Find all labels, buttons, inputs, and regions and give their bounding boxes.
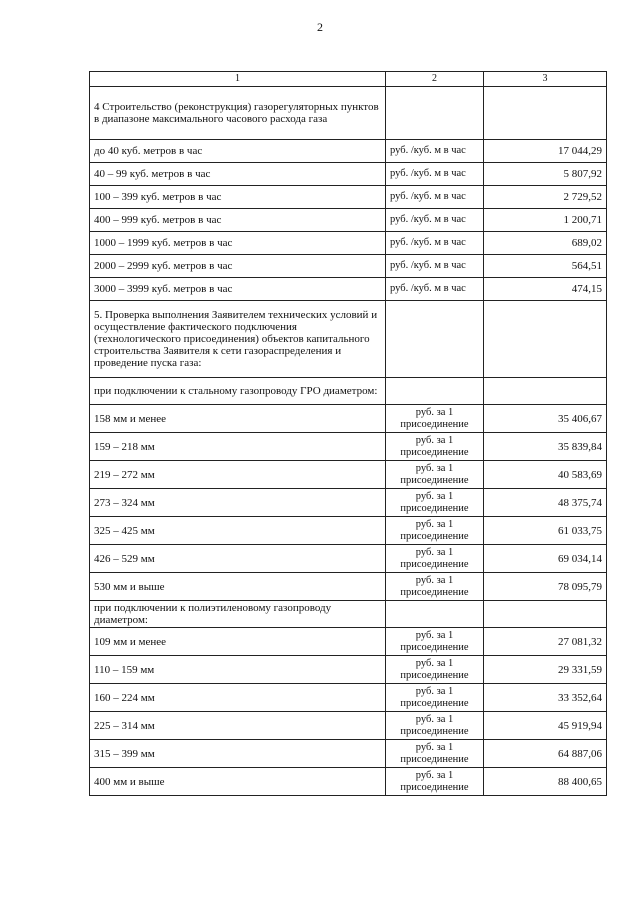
row-unit: руб. /куб. м в час [386, 209, 484, 232]
row-price: 5 807,92 [484, 163, 607, 186]
row-label: 325 – 425 мм [90, 517, 386, 545]
steel-group-title-row [90, 378, 607, 405]
row-price: 33 352,64 [484, 684, 607, 712]
header-cell: 2 [386, 72, 484, 87]
table-row [90, 255, 607, 278]
header-cell: 3 [484, 72, 607, 87]
table-header-row [90, 72, 607, 87]
table-row [90, 163, 607, 186]
row-unit: руб. /куб. м в час [386, 140, 484, 163]
row-unit: руб. за 1 присоединение [386, 656, 484, 684]
row-label: 1000 – 1999 куб. метров в час [90, 232, 386, 255]
row-price: 29 331,59 [484, 656, 607, 684]
row-price: 61 033,75 [484, 517, 607, 545]
row-unit: руб. /куб. м в час [386, 186, 484, 209]
row-label: 530 мм и выше [90, 573, 386, 601]
row-label: 3000 – 3999 куб. метров в час [90, 278, 386, 301]
empty-cell [386, 301, 484, 378]
row-unit: руб. за 1 присоединение [386, 461, 484, 489]
tariff-table [89, 71, 607, 796]
row-unit: руб. за 1 присоединение [386, 433, 484, 461]
row-unit: руб. за 1 присоединение [386, 405, 484, 433]
row-label: 400 – 999 куб. метров в час [90, 209, 386, 232]
row-price: 48 375,74 [484, 489, 607, 517]
row-label: 315 – 399 мм [90, 740, 386, 768]
row-price: 27 081,32 [484, 628, 607, 656]
table-row [90, 140, 607, 163]
empty-cell [484, 601, 607, 628]
table-row [90, 628, 607, 656]
row-price: 2 729,52 [484, 186, 607, 209]
row-label: 219 – 272 мм [90, 461, 386, 489]
row-unit: руб. за 1 присоединение [386, 768, 484, 796]
row-label: 159 – 218 мм [90, 433, 386, 461]
section-5-title-row [90, 301, 607, 378]
row-unit: руб. /куб. м в час [386, 163, 484, 186]
row-unit: руб. /куб. м в час [386, 232, 484, 255]
empty-cell [484, 301, 607, 378]
row-unit: руб. /куб. м в час [386, 278, 484, 301]
row-price: 474,15 [484, 278, 607, 301]
table-row [90, 489, 607, 517]
section-4-title: 4 Строительство (реконструкция) газорегуляторных пунктов в диапазоне максимального часового расхода газа [90, 87, 386, 140]
table-row [90, 684, 607, 712]
row-label: 158 мм и менее [90, 405, 386, 433]
row-unit: руб. за 1 присоединение [386, 489, 484, 517]
empty-cell [386, 601, 484, 628]
row-unit: руб. за 1 присоединение [386, 740, 484, 768]
poly-group-title-row [90, 601, 607, 628]
section-4-row [90, 87, 607, 140]
empty-cell [386, 378, 484, 405]
row-label: 160 – 224 мм [90, 684, 386, 712]
row-price: 35 839,84 [484, 433, 607, 461]
poly-group-title: при подключении к полиэтиленовому газопроводу диаметром: [90, 601, 386, 628]
row-label: 109 мм и менее [90, 628, 386, 656]
table-row [90, 278, 607, 301]
row-label: 2000 – 2999 куб. метров в час [90, 255, 386, 278]
row-unit: руб. /куб. м в час [386, 255, 484, 278]
table-row [90, 545, 607, 573]
row-price: 78 095,79 [484, 573, 607, 601]
header-cell: 1 [90, 72, 386, 87]
page-number: 2 [317, 20, 323, 34]
table-row [90, 656, 607, 684]
row-price: 17 044,29 [484, 140, 607, 163]
table-row [90, 405, 607, 433]
row-price: 64 887,06 [484, 740, 607, 768]
row-price: 45 919,94 [484, 712, 607, 740]
table-row [90, 517, 607, 545]
table-row [90, 433, 607, 461]
table-row [90, 461, 607, 489]
row-unit: руб. за 1 присоединение [386, 573, 484, 601]
row-label: 40 – 99 куб. метров в час [90, 163, 386, 186]
row-label: 225 – 314 мм [90, 712, 386, 740]
row-price: 35 406,67 [484, 405, 607, 433]
row-label: 110 – 159 мм [90, 656, 386, 684]
row-label: 273 – 324 мм [90, 489, 386, 517]
row-unit: руб. за 1 присоединение [386, 712, 484, 740]
row-price: 40 583,69 [484, 461, 607, 489]
table-row [90, 232, 607, 255]
table-row [90, 573, 607, 601]
row-label: 400 мм и выше [90, 768, 386, 796]
row-label: 426 – 529 мм [90, 545, 386, 573]
table-row [90, 209, 607, 232]
row-price: 689,02 [484, 232, 607, 255]
row-price: 69 034,14 [484, 545, 607, 573]
row-unit: руб. за 1 присоединение [386, 545, 484, 573]
table-row [90, 186, 607, 209]
row-price: 564,51 [484, 255, 607, 278]
table-row [90, 768, 607, 796]
section-5-title: 5. Проверка выполнения Заявителем технических условий и осуществление фактического подключения (технологического присоединения) объектов капитального строительства Заявителя к сети газораспределения и проведение пуска газа: [90, 301, 386, 378]
row-unit: руб. за 1 присоединение [386, 517, 484, 545]
steel-group-title: при подключении к стальному газопроводу ГРО диаметром: [90, 378, 386, 405]
row-label: 100 – 399 куб. метров в час [90, 186, 386, 209]
table-row [90, 740, 607, 768]
empty-cell [484, 378, 607, 405]
row-price: 1 200,71 [484, 209, 607, 232]
row-label: до 40 куб. метров в час [90, 140, 386, 163]
row-unit: руб. за 1 присоединение [386, 684, 484, 712]
row-unit: руб. за 1 присоединение [386, 628, 484, 656]
row-price: 88 400,65 [484, 768, 607, 796]
table-row [90, 712, 607, 740]
